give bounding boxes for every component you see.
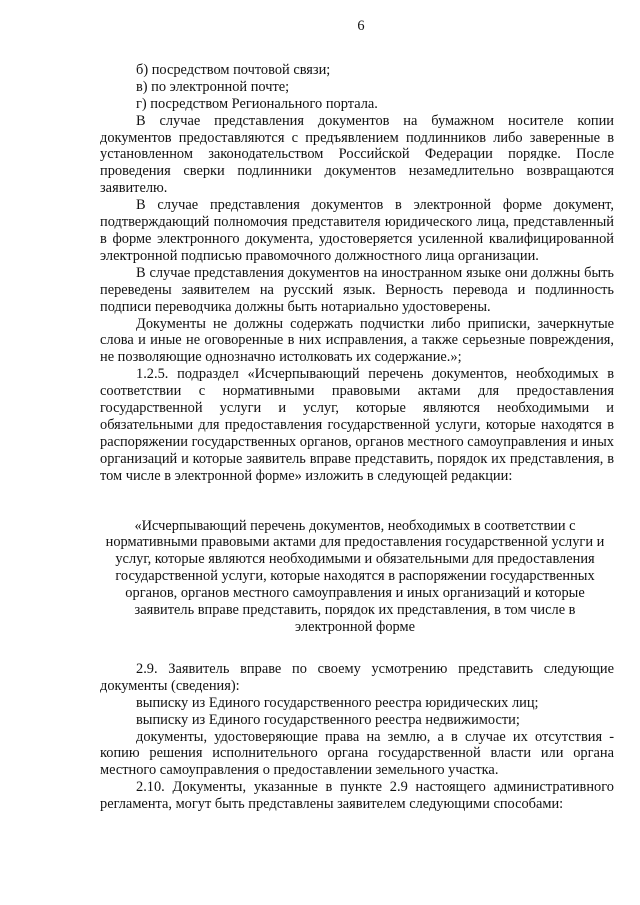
paragraph-2-10: 2.10. Документы, указанные в пункте 2.9 настоящего административного регламента, могут быть представлены заявителем следующими способами: <box>100 779 614 813</box>
section-heading: «Исчерпывающий перечень документов, необходимых в соответствии с нормативными правовыми актами для предоставления государственной услуги и услуг, которые являются необходимыми и обязательными для предоставления государственной услуги, которые находятся в распоряжении государственных органов, органов местного самоуправления и иных организаций и которые заявитель вправе представить, порядок их представления, в том числе в электронной форме <box>105 517 605 635</box>
list-item-post: б) посредством почтовой связи; <box>136 61 331 78</box>
list-item-email: в) по электронной почте; <box>136 78 290 95</box>
list-item-real-estate-register: выписку из Единого государственного реестра недвижимости; <box>136 711 520 728</box>
list-item-legal-entities-register: выписку из Единого государственного реестра юридических лиц; <box>136 694 539 711</box>
paragraph-subsection-1-2-5: 1.2.5. подраздел «Исчерпывающий перечень документов, необходимых в соответствии с нормативными правовыми актами для предоставления государственной услуги и услуг, которые являются необходимыми и обязательными для предоставления государственной услуги, которые находятся в распоряжении государственных органов, органов местного самоуправления и иных организаций и которые заявитель вправе представить, порядок их представления, в том числе в электронной форме» изложить в следующей редакции: <box>100 366 614 484</box>
paragraph-no-corrections: Документы не должны содержать подчистки либо приписки, зачеркнутые слова и иные не оговоренные в них исправления, а также серьезные повреждения, не позволяющие однозначно истолковать их содержание.»; <box>100 315 614 366</box>
paragraph-foreign-language: В случае представления документов на иностранном языке они должны быть переведены заявителем на русский язык. Верность перевода и подлинность подписи переводчика должны быть нотариально удостоверены. <box>100 264 614 315</box>
list-item-land-rights: документы, удостоверяющие права на землю, а в случае их отсутствия - копию решения исполнительного органа государственной власти или органа местного самоуправления о предоставлении земельного участка. <box>100 728 614 779</box>
paragraph-paper-documents: В случае представления документов на бумажном носителе копии документов предоставляются с предъявлением подлинников либо заверенные в установленном законодательством Российской Федерации порядке. После проведения сверки подлинники документов незамедлительно возвращаются заявителю. <box>100 112 614 197</box>
list-item-portal: г) посредством Регионального портала. <box>136 95 378 112</box>
page-number: 6 <box>357 18 365 34</box>
paragraph-2-9: 2.9. Заявитель вправе по своему усмотрению представить следующие документы (сведения): <box>100 660 614 694</box>
paragraph-electronic-documents: В случае представления документов в электронной форме документ, подтверждающий полномочия представителя юридического лица, представленный в форме электронного документа, удостоверяется усиленной квалифицированной электронной подписью правомочного должностного лица организации. <box>100 197 614 264</box>
